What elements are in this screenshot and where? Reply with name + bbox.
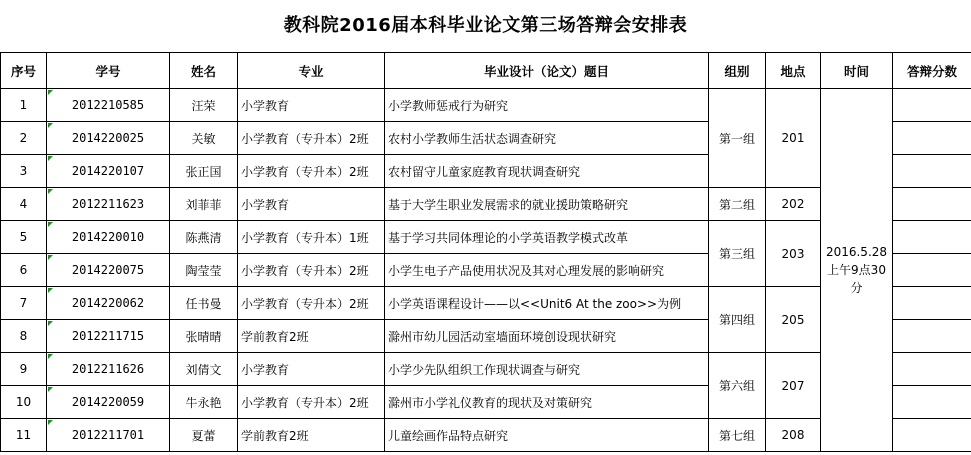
cell-score[interactable] xyxy=(893,320,971,353)
cell-score[interactable] xyxy=(893,89,971,122)
cell-score[interactable] xyxy=(893,386,971,419)
cell-major[interactable]: 学前教育2班 xyxy=(238,320,385,353)
cell-group[interactable]: 第二组 xyxy=(709,188,766,221)
header-seq[interactable]: 序号 xyxy=(1,53,47,89)
student-id-text: 2012211715 xyxy=(71,329,145,343)
cell-major[interactable]: 小学教育 xyxy=(238,89,385,122)
cell-location[interactable]: 202 xyxy=(766,188,821,221)
number-as-text-marker xyxy=(48,354,53,359)
cell-seq[interactable]: 6 xyxy=(1,254,47,287)
header-major[interactable]: 专业 xyxy=(238,53,385,89)
cell-score[interactable] xyxy=(893,155,971,188)
header-name[interactable]: 姓名 xyxy=(170,53,238,89)
student-id-text: 2014220075 xyxy=(71,263,145,277)
cell-thesis[interactable]: 滁州市幼儿园活动室墙面环境创设现状研究 xyxy=(385,320,709,353)
cell-name[interactable]: 张晴晴 xyxy=(170,320,238,353)
cell-seq[interactable]: 9 xyxy=(1,353,47,386)
number-as-text-marker xyxy=(48,255,53,260)
cell-student-id[interactable] xyxy=(47,254,170,287)
cell-seq[interactable]: 11 xyxy=(1,419,47,452)
header-location[interactable]: 地点 xyxy=(766,53,821,89)
cell-thesis[interactable]: 小学教师惩戒行为研究 xyxy=(385,89,709,122)
cell-group[interactable]: 第三组 xyxy=(709,221,766,287)
cell-student-id[interactable] xyxy=(47,287,170,320)
cell-thesis[interactable]: 小学生电子产品使用状况及其对心理发展的影响研究 xyxy=(385,254,709,287)
header-thesis[interactable]: 毕业设计（论文）题目 xyxy=(385,53,709,89)
cell-major[interactable]: 小学教育（专升本）2班 xyxy=(238,155,385,188)
cell-name[interactable]: 刘倩文 xyxy=(170,353,238,386)
cell-seq[interactable]: 2 xyxy=(1,122,47,155)
cell-time[interactable]: 2016.5.28上午9点30分 xyxy=(821,89,893,452)
cell-name[interactable]: 任书曼 xyxy=(170,287,238,320)
cell-student-id[interactable] xyxy=(47,353,170,386)
cell-score[interactable] xyxy=(893,221,971,254)
cell-seq[interactable]: 8 xyxy=(1,320,47,353)
number-as-text-marker xyxy=(48,156,53,161)
cell-location[interactable]: 208 xyxy=(766,419,821,452)
cell-group[interactable]: 第七组 xyxy=(709,419,766,452)
number-as-text-marker xyxy=(48,222,53,227)
student-id-text: 2012211701 xyxy=(71,428,145,442)
cell-seq[interactable]: 1 xyxy=(1,89,47,122)
cell-name[interactable]: 夏蕾 xyxy=(170,419,238,452)
cell-name[interactable]: 陶莹莹 xyxy=(170,254,238,287)
student-id-text: 2012211626 xyxy=(71,362,145,376)
number-as-text-marker xyxy=(48,321,53,326)
cell-student-id[interactable] xyxy=(47,188,170,221)
cell-seq[interactable]: 5 xyxy=(1,221,47,254)
cell-major[interactable]: 小学教育（专升本）2班 xyxy=(238,254,385,287)
number-as-text-marker xyxy=(48,123,53,128)
student-id-text: 2014220010 xyxy=(71,230,145,244)
cell-thesis[interactable]: 农村小学教师生活状态调查研究 xyxy=(385,122,709,155)
cell-name[interactable]: 刘菲菲 xyxy=(170,188,238,221)
number-as-text-marker xyxy=(48,90,53,95)
sheet-title: 教科院2016届本科毕业论文第三场答辩会安排表 xyxy=(283,15,688,36)
schedule-table xyxy=(0,52,971,452)
cell-seq[interactable]: 7 xyxy=(1,287,47,320)
cell-name[interactable]: 张正国 xyxy=(170,155,238,188)
cell-major[interactable]: 小学教育 xyxy=(238,188,385,221)
number-as-text-marker xyxy=(48,189,53,194)
cell-major[interactable]: 小学教育（专升本）2班 xyxy=(238,287,385,320)
number-as-text-marker xyxy=(48,420,53,425)
cell-location[interactable]: 207 xyxy=(766,353,821,419)
cell-seq[interactable]: 4 xyxy=(1,188,47,221)
cell-score[interactable] xyxy=(893,353,971,386)
cell-thesis[interactable]: 小学英语课程设计——以<<Unit6 At the zoo>>为例 xyxy=(385,287,709,320)
cell-thesis[interactable]: 农村留守儿童家庭教育现状调查研究 xyxy=(385,155,709,188)
cell-major[interactable]: 小学教育 xyxy=(238,353,385,386)
header-score[interactable]: 答辩分数 xyxy=(893,53,971,89)
cell-score[interactable] xyxy=(893,122,971,155)
cell-location[interactable]: 201 xyxy=(766,89,821,188)
cell-group[interactable]: 第一组 xyxy=(709,89,766,188)
cell-student-id[interactable] xyxy=(47,89,170,122)
number-as-text-marker xyxy=(48,387,53,392)
cell-name[interactable]: 汪荣 xyxy=(170,89,238,122)
cell-student-id[interactable] xyxy=(47,386,170,419)
header-group[interactable]: 组别 xyxy=(709,53,766,89)
cell-major[interactable]: 小学教育（专升本）1班 xyxy=(238,221,385,254)
cell-student-id[interactable] xyxy=(47,122,170,155)
cell-major[interactable]: 学前教育2班 xyxy=(238,419,385,452)
cell-name[interactable]: 牛永艳 xyxy=(170,386,238,419)
cell-thesis[interactable]: 滁州市小学礼仪教育的现状及对策研究 xyxy=(385,386,709,419)
cell-name[interactable]: 关敏 xyxy=(170,122,238,155)
cell-student-id[interactable] xyxy=(47,155,170,188)
student-id-text: 2012211623 xyxy=(71,197,145,211)
cell-thesis[interactable]: 基于学习共同体理论的小学英语教学模式改革 xyxy=(385,221,709,254)
cell-thesis[interactable]: 儿童绘画作品特点研究 xyxy=(385,419,709,452)
cell-location[interactable]: 203 xyxy=(766,221,821,287)
student-id-text: 2014220107 xyxy=(71,164,145,178)
student-id-text: 2014220025 xyxy=(71,131,145,145)
table-row xyxy=(1,89,971,122)
cell-group[interactable]: 第六组 xyxy=(709,353,766,419)
cell-score[interactable] xyxy=(893,188,971,221)
header-time[interactable]: 时间 xyxy=(821,53,893,89)
header-student-id[interactable]: 学号 xyxy=(47,53,170,89)
cell-student-id[interactable] xyxy=(47,419,170,452)
header-row xyxy=(1,53,971,89)
student-id-text: 2012210585 xyxy=(71,98,145,112)
cell-seq[interactable]: 3 xyxy=(1,155,47,188)
cell-thesis[interactable]: 基于大学生职业发展需求的就业援助策略研究 xyxy=(385,188,709,221)
cell-major[interactable]: 小学教育（专升本）2班 xyxy=(238,122,385,155)
cell-student-id[interactable] xyxy=(47,320,170,353)
cell-score[interactable] xyxy=(893,254,971,287)
cell-seq[interactable]: 10 xyxy=(1,386,47,419)
number-as-text-marker xyxy=(48,288,53,293)
cell-location[interactable]: 205 xyxy=(766,287,821,353)
cell-thesis[interactable]: 小学少先队组织工作现状调查与研究 xyxy=(385,353,709,386)
cell-student-id[interactable] xyxy=(47,221,170,254)
cell-name[interactable]: 陈燕清 xyxy=(170,221,238,254)
student-id-text: 2014220059 xyxy=(71,395,145,409)
cell-score[interactable] xyxy=(893,287,971,320)
cell-score[interactable] xyxy=(893,419,971,452)
cell-major[interactable]: 小学教育（专升本）2班 xyxy=(238,386,385,419)
student-id-text: 2014220062 xyxy=(71,296,145,310)
cell-group[interactable]: 第四组 xyxy=(709,287,766,353)
